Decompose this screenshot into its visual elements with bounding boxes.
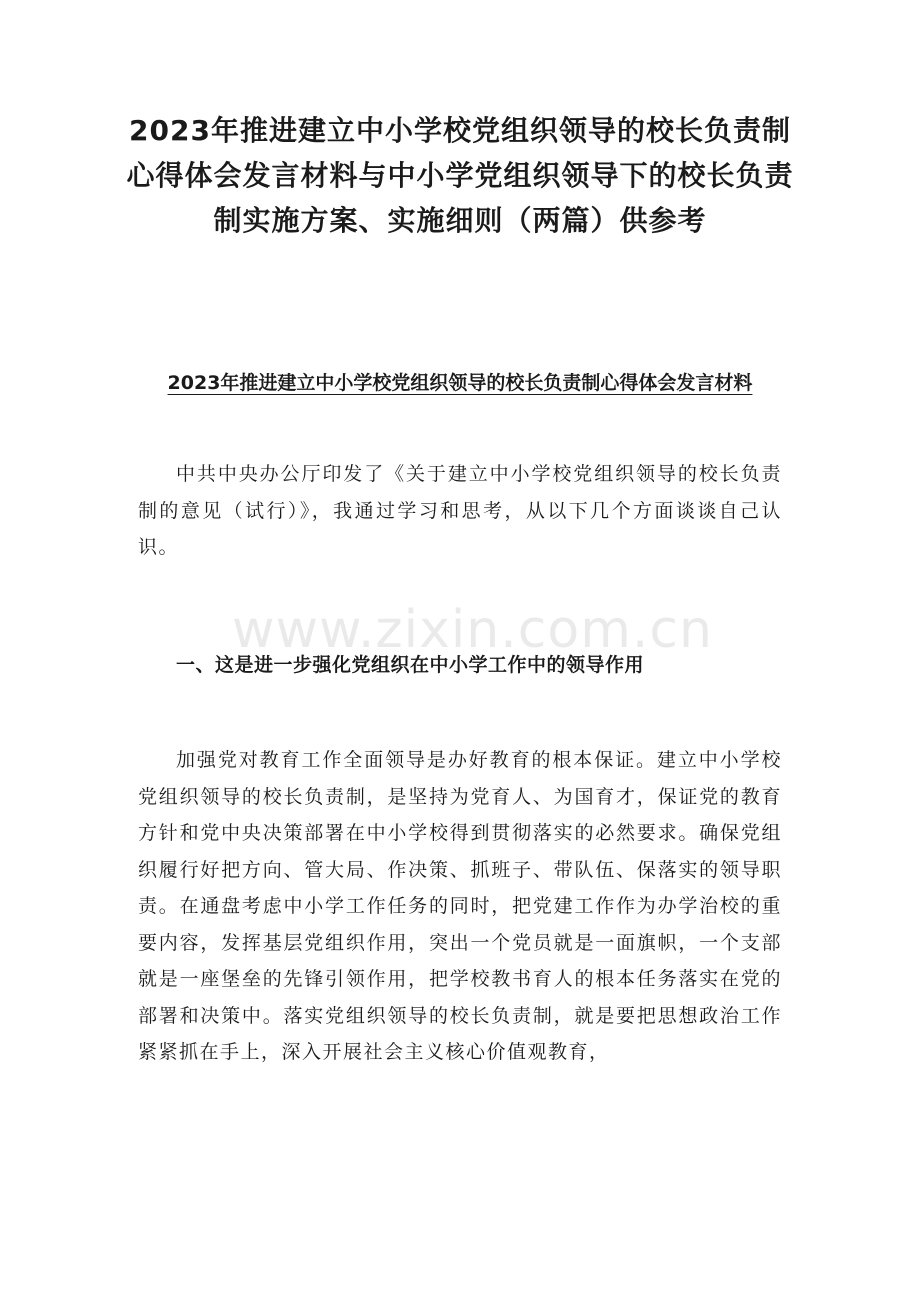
sub-title-text: 2023年推进建立中小学校党组织领导的校长负责制心得体会发言材料 (167, 372, 753, 394)
section-heading-1: 一、这是进一步强化党组织在中小学工作中的领导作用 (176, 654, 645, 676)
watermark: www.zixin.com.cn (232, 600, 713, 660)
intro-paragraph: 中共中央办公厅印发了《关于建立中小学校党组织领导的校长负责制的意见（试行）》，我通过学习和思考，从以下几个方面谈谈自己认识。 (138, 463, 782, 558)
body-paragraph: 加强党对教育工作全面领导是办好教育的根本保证。建立中小学校党组织领导的校长负责制，是坚持为党育人、为国育才，保证党的教育方针和党中央决策部署在中小学校得到贯彻落实的必然要求。确保党组织履行好把方向、管大局、作决策、抓班子、带队伍、保落实的领导职责。在通盘考虑中小学工作任务的同时，把党建工作作为办学治校的重要内容，发挥基层党组织作用，突出一个党员就是一面旗帜，一个支部就是一座堡垒的先锋引领作用，把学校教书育人的根本任务落实在党的部署和决策中。落实党组织领导的校长负责制，就是要把思想政治工作紧紧抓在手上，深入开展社会主义核心价值观教育， (138, 749, 782, 1063)
document-main-title: 2023年推进建立中小学校党组织领导的校长负责制心得体会发言材料与中小学党组织领导下的校长负责制实施方案、实施细则（两篇）供参考 (126, 114, 794, 237)
document-sub-title (138, 362, 782, 404)
